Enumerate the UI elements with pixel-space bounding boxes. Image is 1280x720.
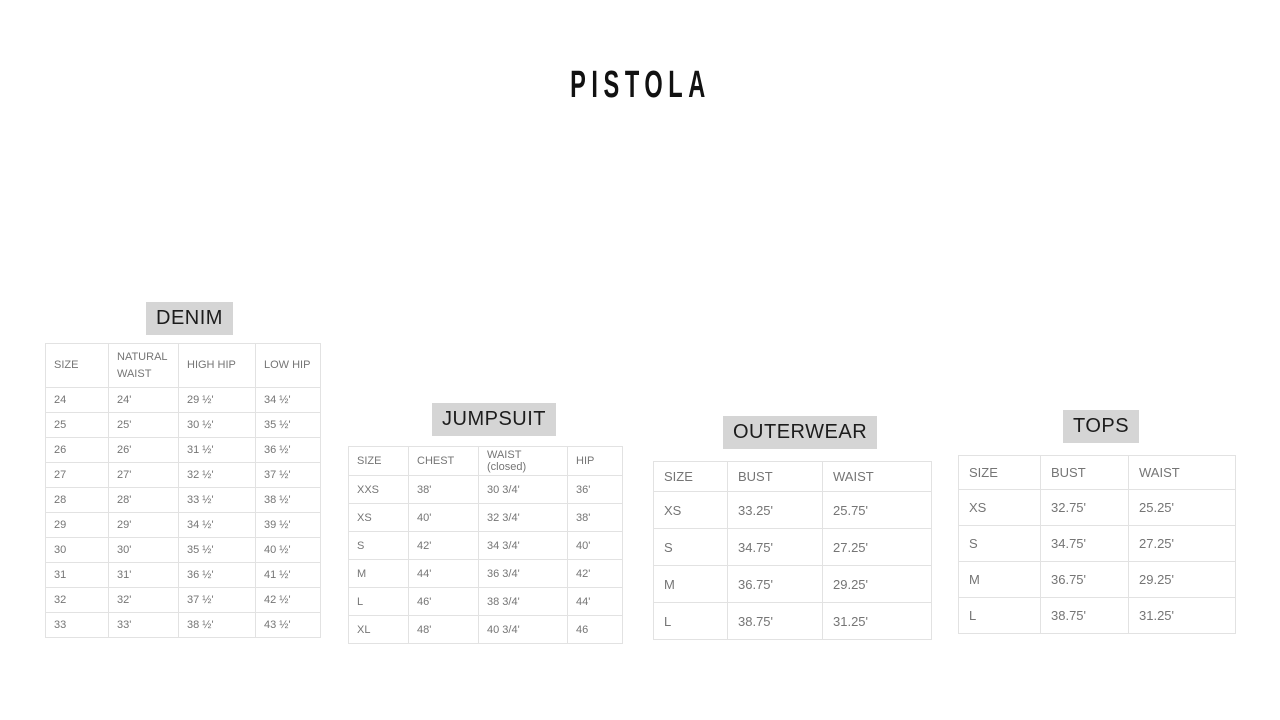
outerwear-size-table <box>653 461 932 640</box>
table-cell: 34 ½' <box>256 388 321 413</box>
table-cell: 26 <box>46 438 109 463</box>
table-cell: 33' <box>109 613 179 638</box>
table-cell: 46 <box>568 616 623 644</box>
table-row <box>349 532 623 560</box>
table-cell: 36.75' <box>728 566 823 603</box>
table-row <box>46 563 321 588</box>
table-row <box>46 463 321 488</box>
table-cell: 24' <box>109 388 179 413</box>
table-row <box>654 492 932 529</box>
table-cell: 34.75' <box>1041 526 1129 562</box>
table-row <box>46 513 321 538</box>
table-cell: 40' <box>568 532 623 560</box>
denim-section-title: DENIM <box>146 302 233 335</box>
table-cell: XS <box>654 492 728 529</box>
table-row <box>349 588 623 616</box>
header-row <box>959 456 1236 490</box>
table-cell: 30 <box>46 538 109 563</box>
table-cell: 33 <box>46 613 109 638</box>
table-cell: M <box>349 560 409 588</box>
jumpsuit-size-table <box>348 446 623 644</box>
column-header: NATURAL WAIST <box>109 344 179 388</box>
table-cell: 31 ½' <box>179 438 256 463</box>
table-cell: L <box>349 588 409 616</box>
table-cell: M <box>654 566 728 603</box>
table-cell: 27.25' <box>823 529 932 566</box>
table-cell: 30 ½' <box>179 413 256 438</box>
table-cell: XS <box>349 504 409 532</box>
table-cell: 42' <box>568 560 623 588</box>
table-cell: 36.75' <box>1041 562 1129 598</box>
table-cell: 33 ½' <box>179 488 256 513</box>
table-cell: 24 <box>46 388 109 413</box>
table-cell: L <box>654 603 728 640</box>
table-cell: 32.75' <box>1041 490 1129 526</box>
outerwear-section-title: OUTERWEAR <box>723 416 877 449</box>
column-header: SIZE <box>46 344 109 388</box>
table-row <box>46 413 321 438</box>
table-row <box>959 526 1236 562</box>
header-row <box>46 344 321 388</box>
brand-logo <box>0 64 1280 107</box>
table-cell: XL <box>349 616 409 644</box>
table-cell: 25 <box>46 413 109 438</box>
table-cell: 40 ½' <box>256 538 321 563</box>
table-cell: 40 3/4' <box>479 616 568 644</box>
table-cell: 38.75' <box>1041 598 1129 634</box>
table-row <box>959 562 1236 598</box>
table-cell: 29.25' <box>1129 562 1236 598</box>
column-header: HIP <box>568 447 623 476</box>
brand-logo-text: PISTOLA <box>569 64 711 106</box>
table-cell: 32' <box>109 588 179 613</box>
table-cell: S <box>349 532 409 560</box>
table-cell: 27 <box>46 463 109 488</box>
table-cell: 29 <box>46 513 109 538</box>
table-cell: L <box>959 598 1041 634</box>
table-cell: 41 ½' <box>256 563 321 588</box>
table-row <box>959 490 1236 526</box>
column-header: CHEST <box>409 447 479 476</box>
table-cell: 36 ½' <box>256 438 321 463</box>
header-row <box>349 447 623 476</box>
table-cell: 31' <box>109 563 179 588</box>
table-cell: 35 ½' <box>179 538 256 563</box>
table-cell: 48' <box>409 616 479 644</box>
table-cell: 44' <box>568 588 623 616</box>
table-cell: 31.25' <box>823 603 932 640</box>
table-cell: 28 <box>46 488 109 513</box>
table-cell: 34 ½' <box>179 513 256 538</box>
table-cell: 27' <box>109 463 179 488</box>
column-header: LOW HIP <box>256 344 321 388</box>
table-cell: 43 ½' <box>256 613 321 638</box>
column-header: BUST <box>728 462 823 492</box>
table-cell: 35 ½' <box>256 413 321 438</box>
table-cell: 37 ½' <box>179 588 256 613</box>
table-cell: 32 ½' <box>179 463 256 488</box>
table-cell: 38' <box>568 504 623 532</box>
column-header: WAIST <box>823 462 932 492</box>
table-row <box>654 566 932 603</box>
table-row <box>349 560 623 588</box>
column-header: SIZE <box>654 462 728 492</box>
table-cell: 32 <box>46 588 109 613</box>
table-cell: XXS <box>349 476 409 504</box>
table-row <box>46 388 321 413</box>
table-cell: 38 ½' <box>256 488 321 513</box>
table-row <box>349 616 623 644</box>
table-cell: 29' <box>109 513 179 538</box>
tops-size-table <box>958 455 1236 634</box>
table-cell: 31 <box>46 563 109 588</box>
table-cell: 36 3/4' <box>479 560 568 588</box>
table-row <box>46 438 321 463</box>
table-cell: 38 ½' <box>179 613 256 638</box>
tops-section-title: TOPS <box>1063 410 1139 443</box>
table-cell: 37 ½' <box>256 463 321 488</box>
table-cell: S <box>959 526 1041 562</box>
table-row <box>46 538 321 563</box>
table-cell: M <box>959 562 1041 598</box>
table-row <box>46 613 321 638</box>
table-row <box>654 529 932 566</box>
table-cell: 33.25' <box>728 492 823 529</box>
table-cell: 30 3/4' <box>479 476 568 504</box>
table-cell: 25.75' <box>823 492 932 529</box>
table-cell: 26' <box>109 438 179 463</box>
table-row <box>46 588 321 613</box>
table-cell: 38 3/4' <box>479 588 568 616</box>
table-cell: 42 ½' <box>256 588 321 613</box>
table-row <box>349 504 623 532</box>
table-cell: 34 3/4' <box>479 532 568 560</box>
table-cell: 39 ½' <box>256 513 321 538</box>
header-row <box>654 462 932 492</box>
table-cell: XS <box>959 490 1041 526</box>
table-cell: 28' <box>109 488 179 513</box>
column-header: WAIST <box>1129 456 1236 490</box>
column-header: BUST <box>1041 456 1129 490</box>
table-row <box>349 476 623 504</box>
table-cell: 36 ½' <box>179 563 256 588</box>
table-row <box>654 603 932 640</box>
table-cell: 36' <box>568 476 623 504</box>
table-row <box>959 598 1236 634</box>
table-cell: 25' <box>109 413 179 438</box>
table-cell: 38.75' <box>728 603 823 640</box>
column-header: SIZE <box>349 447 409 476</box>
table-cell: 27.25' <box>1129 526 1236 562</box>
table-cell: S <box>654 529 728 566</box>
table-row <box>46 488 321 513</box>
jumpsuit-section-title: JUMPSUIT <box>432 403 556 436</box>
table-cell: 29 ½' <box>179 388 256 413</box>
table-cell: 38' <box>409 476 479 504</box>
column-header: SIZE <box>959 456 1041 490</box>
table-cell: 25.25' <box>1129 490 1236 526</box>
table-cell: 46' <box>409 588 479 616</box>
table-cell: 34.75' <box>728 529 823 566</box>
denim-size-table <box>45 343 321 638</box>
table-cell: 29.25' <box>823 566 932 603</box>
table-cell: 42' <box>409 532 479 560</box>
column-header: WAIST (closed) <box>479 447 568 476</box>
table-cell: 40' <box>409 504 479 532</box>
table-cell: 32 3/4' <box>479 504 568 532</box>
column-header: HIGH HIP <box>179 344 256 388</box>
table-cell: 44' <box>409 560 479 588</box>
table-cell: 30' <box>109 538 179 563</box>
table-cell: 31.25' <box>1129 598 1236 634</box>
